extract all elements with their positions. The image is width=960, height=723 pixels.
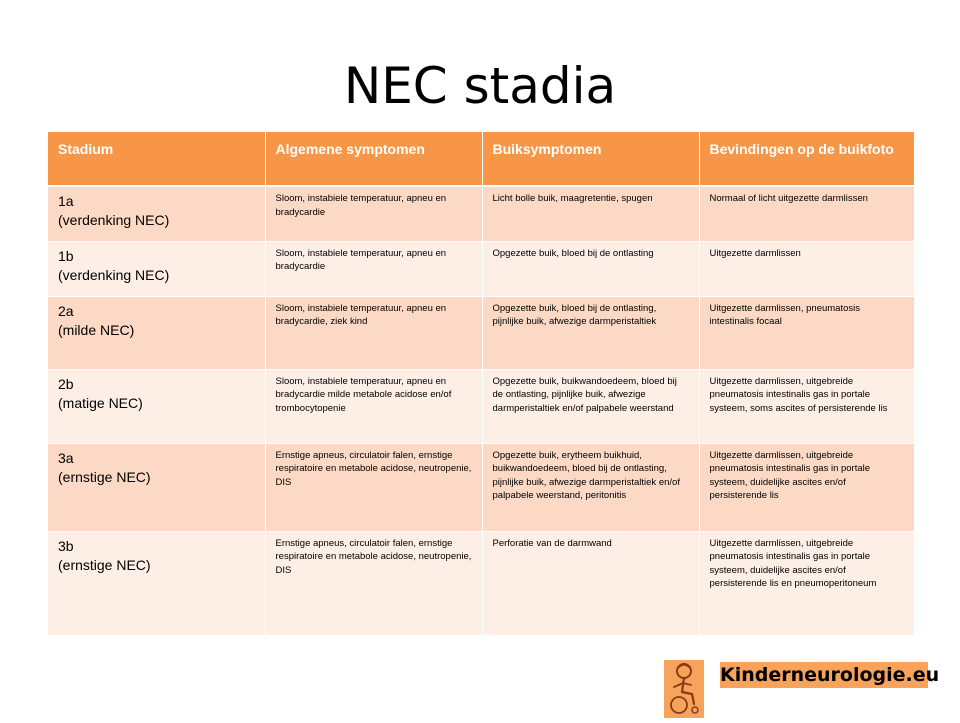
xray-findings-cell: Uitgezette darmlissen, uitgebreide pneumatosis intestinalis gas in portale systeem, duidelijke ascites en/of persisterende lis en pneumoperitoneum: [699, 531, 914, 635]
stage-code: 2a: [58, 302, 74, 319]
stage-code: 3b: [58, 537, 74, 554]
stage-cell: [48, 186, 265, 241]
table-row: [48, 369, 914, 443]
stage-description: (milde NEC): [58, 321, 135, 338]
stage-cell: [48, 241, 265, 296]
abdominal-symptoms-cell: Opgezette buik, bloed bij de ontlasting, pijnlijke buik, afwezige darmperistaltiek: [482, 296, 699, 369]
general-symptoms-cell: Sloom, instabiele temperatuur, apneu en bradycardie: [265, 241, 482, 296]
stage-code: 2b: [58, 375, 74, 392]
stage-code: 3a: [58, 449, 74, 466]
stage-cell: [48, 296, 265, 369]
general-symptoms-cell: Sloom, instabiele temperatuur, apneu en bradycardie: [265, 186, 482, 241]
abdominal-symptoms-cell: Licht bolle buik, maagretentie, spugen: [482, 186, 699, 241]
general-symptoms-cell: Ernstige apneus, circulatoir falen, ernstige respiratoire en metabole acidose, neutropenie, DIS: [265, 531, 482, 635]
table-row: [48, 531, 914, 635]
stage-code: 1a: [58, 193, 74, 209]
table-row: [48, 296, 914, 369]
logo-emblem: [664, 660, 704, 718]
column-header-xray-findings: Bevindingen op de buikfoto: [699, 132, 914, 186]
xray-findings-cell: Normaal of licht uitgezette darmlissen: [699, 186, 914, 241]
general-symptoms-cell: Ernstige apneus, circulatoir falen, ernstige respiratoire en metabole acidose, neutropenie, DIS: [265, 443, 482, 531]
table-row: [48, 241, 914, 296]
nec-stages-table: [48, 132, 914, 636]
stage-code: 1b: [58, 247, 74, 264]
slide-title: NEC stadia: [343, 57, 617, 115]
table-row: [48, 186, 914, 241]
column-header-general-symptoms: Algemene symptomen: [265, 132, 482, 186]
column-header-stadium: Stadium: [48, 132, 265, 186]
xray-findings-cell: Uitgezette darmlissen, uitgebreide pneumatosis intestinalis gas in portale systeem, duidelijke ascites en/of persisterende lis: [699, 443, 914, 531]
abdominal-symptoms-cell: Opgezette buik, erytheem buikhuid, buikwandoedeem, bloed bij de ontlasting, pijnlijke buik, afwezige darmperistaltiek en/of palpabele weerstand, peritonitis: [482, 443, 699, 531]
stage-cell: [48, 443, 265, 531]
wheelchair-figure-icon: [664, 660, 704, 718]
xray-findings-cell: Uitgezette darmlissen, uitgebreide pneumatosis intestinalis gas in portale systeem, soms ascites of persisterende lis: [699, 369, 914, 443]
stage-description: (verdenking NEC): [58, 212, 170, 228]
stage-cell: [48, 531, 265, 635]
table-row: [48, 443, 914, 531]
xray-findings-cell: Uitgezette darmlissen, pneumatosis intestinalis focaal: [699, 296, 914, 369]
stage-cell: [48, 369, 265, 443]
stage-description: (verdenking NEC): [58, 266, 170, 283]
site-logo-text: Kinderneurologie.eu: [720, 664, 940, 686]
stage-description: (matige NEC): [58, 394, 143, 411]
stage-description: (ernstige NEC): [58, 468, 151, 485]
abdominal-symptoms-cell: Opgezette buik, bloed bij de ontlasting: [482, 241, 699, 296]
abdominal-symptoms-cell: Opgezette buik, buikwandoedeem, bloed bij de ontlasting, pijnlijke buik, afwezige darmperistaltiek en/of palpabele weerstand: [482, 369, 699, 443]
xray-findings-cell: Uitgezette darmlissen: [699, 241, 914, 296]
abdominal-symptoms-cell: Perforatie van de darmwand: [482, 531, 699, 635]
general-symptoms-cell: Sloom, instabiele temperatuur, apneu en bradycardie milde metabole acidose en/of trombocytopenie: [265, 369, 482, 443]
stage-description: (ernstige NEC): [58, 556, 151, 573]
column-header-abdominal-symptoms: Buiksymptomen: [482, 132, 699, 186]
table-header-row: [48, 132, 914, 186]
general-symptoms-cell: Sloom, instabiele temperatuur, apneu en bradycardie, ziek kind: [265, 296, 482, 369]
